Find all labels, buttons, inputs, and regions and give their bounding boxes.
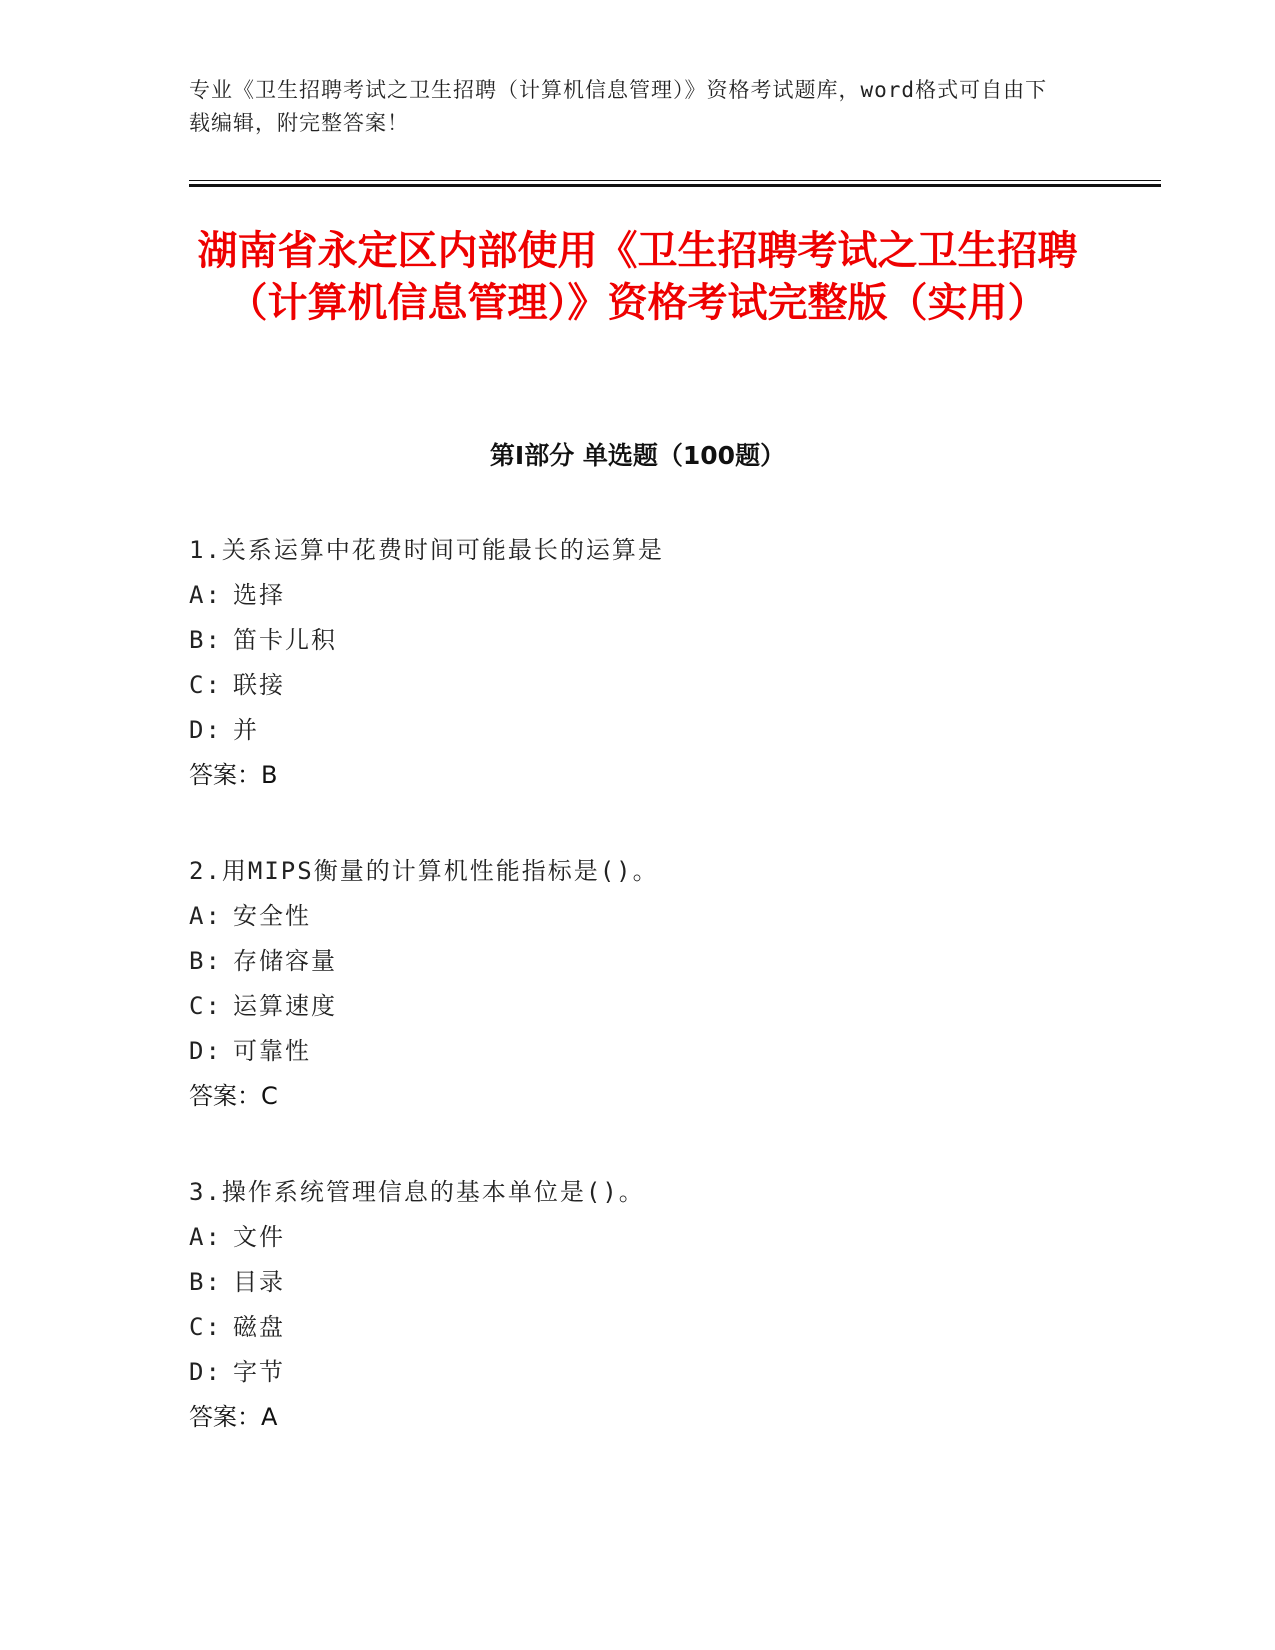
option-text: 笛卡儿积: [233, 626, 337, 654]
document-title: 湖南省永定区内部使用《卫生招聘考试之卫生招聘（计算机信息管理）》资格考试完整版（实用）: [197, 228, 1078, 326]
option-letter: D:: [189, 716, 222, 744]
answer-line: 答案：A: [189, 1403, 278, 1431]
option-letter: A:: [189, 902, 222, 930]
option-c: [189, 1305, 1089, 1350]
option-text: 存储容量: [233, 947, 337, 975]
question-2: [189, 849, 1089, 1119]
option-a: [189, 894, 1089, 939]
option-text: 磁盘: [233, 1313, 285, 1341]
question-stem: 1.关系运算中花费时间可能最长的运算是: [189, 536, 664, 564]
question-3: [189, 1170, 1089, 1440]
option-b: [189, 1260, 1089, 1305]
option-c: [189, 984, 1089, 1029]
question-stem: 2.用MIPS衡量的计算机性能指标是()。: [189, 857, 659, 885]
option-text: 运算速度: [233, 992, 337, 1020]
option-c: [189, 663, 1089, 708]
section-title: 第Ⅰ部分 单选题（100题）: [489, 441, 786, 470]
option-text: 目录: [233, 1268, 285, 1296]
option-text: 安全性: [233, 902, 311, 930]
option-b: [189, 939, 1089, 984]
header-note: 专业《卫生招聘考试之卫生招聘（计算机信息管理）》资格考试题库，word格式可自由下载编辑，附完整答案！: [189, 78, 1048, 135]
question-stem: 3.操作系统管理信息的基本单位是()。: [189, 1178, 645, 1206]
option-d: [189, 708, 1089, 753]
option-a: [189, 1215, 1089, 1260]
option-d: [189, 1029, 1089, 1074]
option-text: 并: [233, 716, 259, 744]
option-d: [189, 1350, 1089, 1395]
option-letter: C:: [189, 671, 222, 699]
option-letter: B:: [189, 947, 222, 975]
option-letter: D:: [189, 1358, 222, 1386]
option-letter: A:: [189, 1223, 222, 1251]
option-b: [189, 618, 1089, 663]
option-text: 选择: [233, 581, 285, 609]
header-rule-thin: [189, 180, 1161, 181]
option-letter: B:: [189, 1268, 222, 1296]
answer-line: 答案：B: [189, 761, 278, 789]
option-text: 文件: [233, 1223, 285, 1251]
option-letter: C:: [189, 1313, 222, 1341]
option-text: 字节: [233, 1358, 285, 1386]
option-text: 联接: [233, 671, 285, 699]
option-letter: A:: [189, 581, 222, 609]
option-letter: C:: [189, 992, 222, 1020]
header-rule-thick: [189, 184, 1161, 187]
answer-line: 答案：C: [189, 1082, 278, 1110]
option-letter: D:: [189, 1037, 222, 1065]
option-letter: B:: [189, 626, 222, 654]
question-1: [189, 528, 1089, 798]
option-a: [189, 573, 1089, 618]
option-text: 可靠性: [233, 1037, 311, 1065]
